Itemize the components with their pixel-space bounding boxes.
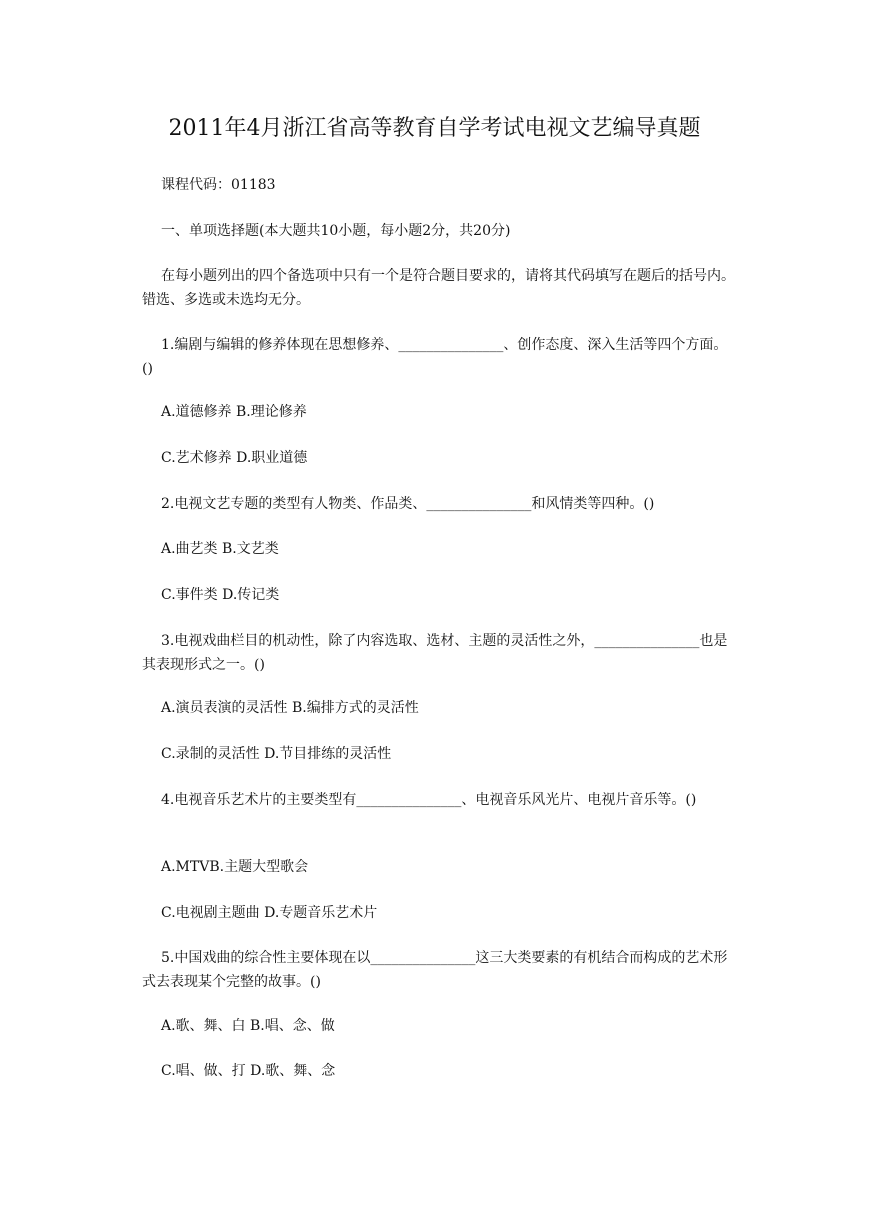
instructions: 在每小题列出的四个备选项中只有一个是符合题目要求的，请将其代码填写在题后的括号内。错选、多选或未选均无分。: [142, 268, 735, 308]
question-5-stem: 5.中国戏曲的综合性主要体现在以_______________这三大类要素的有机结合而构成的艺术形式去表现某个完整的故事。(): [142, 950, 728, 990]
document-title: 2011年4月浙江省高等教育自学考试电视文艺编导真题: [168, 116, 701, 141]
question-2-options-cd: C.事件类 D.传记类: [161, 587, 280, 603]
question-4-options-cd: C.电视剧主题曲 D.专题音乐艺术片: [161, 905, 378, 921]
question-5-options-ab: A.歌、舞、白 B.唱、念、做: [161, 1018, 335, 1034]
question-1-stem: 1.编剧与编辑的修养体现在思想修养、_______________、创作态度、深入生活等四个方面。(): [142, 337, 728, 377]
question-5-options-cd: C.唱、做、打 D.歌、舞、念: [161, 1063, 336, 1079]
question-3-options-ab: A.演员表演的灵活性 B.编排方式的灵活性: [161, 700, 419, 716]
question-2-stem: 2.电视文艺专题的类型有人物类、作品类、_______________和风情类等四种。(): [161, 496, 655, 512]
question-1-options-ab: A.道德修养 B.理论修养: [161, 404, 307, 420]
question-4-options-ab: A.MTVB.主题大型歌会: [161, 859, 309, 875]
question-2-options-ab: A.曲艺类 B.文艺类: [161, 541, 279, 557]
course-code: 课程代码：01183: [161, 177, 276, 193]
question-4-stem: 4.电视音乐艺术片的主要类型有_______________、电视音乐风光片、电视片音乐等。(): [161, 792, 697, 808]
question-3-stem: 3.电视戏曲栏目的机动性，除了内容选取、选材、主题的灵活性之外，_______________也是其表现形式之一。(): [142, 633, 728, 673]
section-heading: 一、单项选择题(本大题共10小题，每小题2分，共20分): [161, 223, 511, 239]
question-3-options-cd: C.录制的灵活性 D.节目排练的灵活性: [161, 746, 392, 762]
question-1-options-cd: C.艺术修养 D.职业道德: [161, 450, 308, 466]
